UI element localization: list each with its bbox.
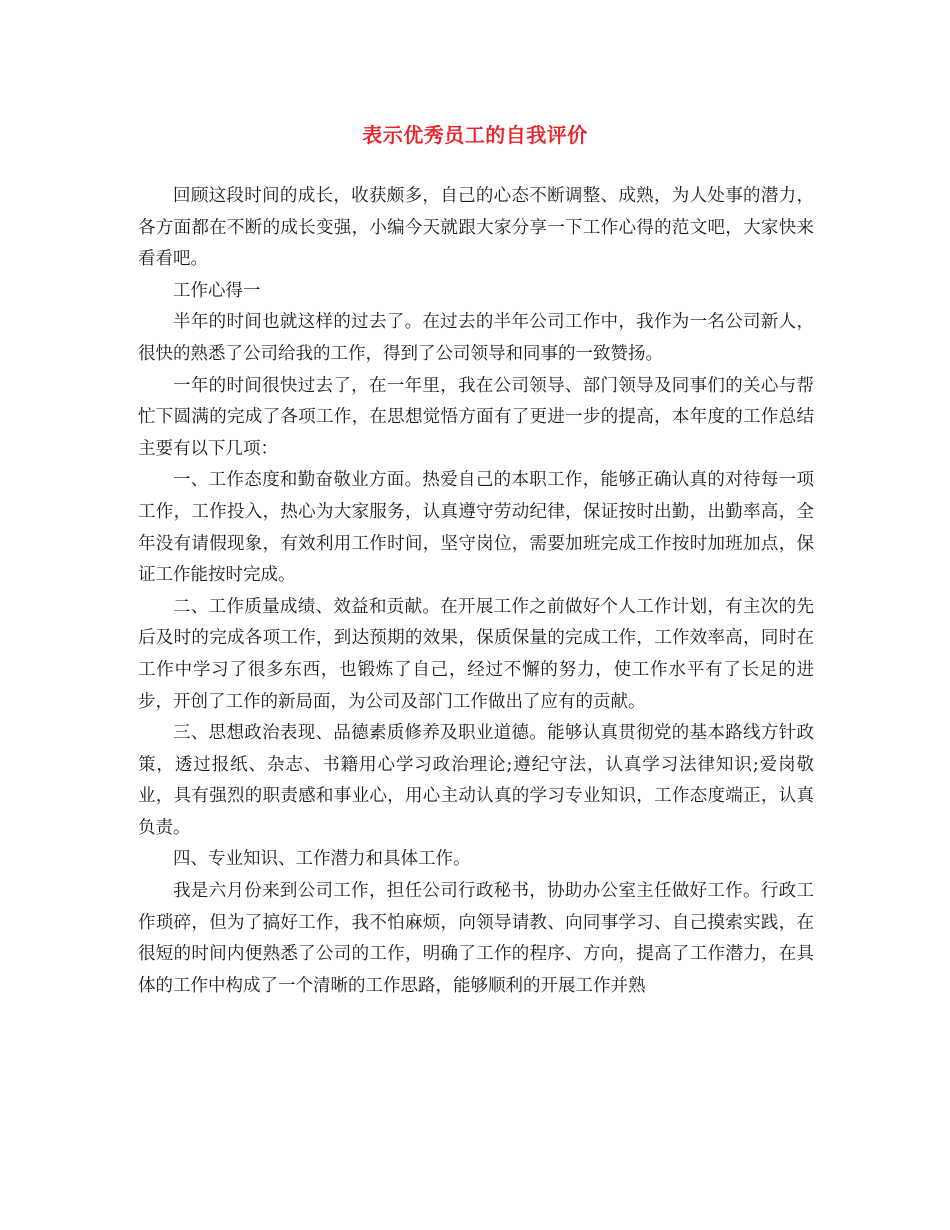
paragraph: 三、思想政治表现、品德素质修养及职业道德。能够认真贯彻党的基本路线方针政策，透过报纸、杂志、书籍用心学习政治理论;遵纪守法，认真学习法律知识;爱岗敬业，具有强烈的职责感和事业心，用心主动认真的学习专业知识，工作态度端正，认真负责。 [138, 723, 814, 838]
document-body [138, 181, 814, 1002]
paragraph: 一、工作态度和勤奋敬业方面。热爱自己的本职工作，能够正确认真的对待每一项工作，工作投入，热心为大家服务，认真遵守劳动纪律，保证按时出勤，出勤率高，全年没有请假现象，有效利用工作时间，坚守岗位，需要加班完成工作按时加班加点，保证工作能按时完成。 [138, 470, 814, 586]
paragraph: 一年的时间很快过去了，在一年里，我在公司领导、部门领导及同事们的关心与帮忙下圆满的完成了各项工作，在思想觉悟方面有了更进一步的提高，本年度的工作总结主要有以下几项： [138, 375, 814, 459]
paragraph: 我是六月份来到公司工作，担任公司行政秘书，协助办公室主任做好工作。行政工作琐碎，但为了搞好工作，我不怕麻烦，向领导请教、向同事学习、自己摸索实践，在很短的时间内便熟悉了公司的工作，明确了工作的程序、方向，提高了工作潜力，在具体的工作中构成了一个清晰的工作思路，能够顺利的开展工作并熟 [138, 881, 814, 996]
paragraph-section-heading: 工作心得一 [173, 280, 261, 301]
document-title: 表示优秀员工的自我评价 [362, 123, 588, 147]
paragraph: 半年的时间也就这样的过去了。在过去的半年公司工作中，我作为一名公司新人，很快的熟悉了公司给我的工作，得到了公司领导和同事的一致赞扬。 [138, 312, 814, 364]
paragraph-subheading: 四、专业知识、工作潜力和具体工作。 [173, 849, 471, 870]
paragraph-intro: 回顾这段时间的成长，收获颇多，自己的心态不断调整、成熟，为人处事的潜力，各方面都在不断的成长变强，小编今天就跟大家分享一下工作心得的范文吧，大家快来看看吧。 [138, 186, 814, 270]
paragraph: 二、工作质量成绩、效益和贡献。在开展工作之前做好个人工作计划，有主次的先后及时的完成各项工作，到达预期的效果，保质保量的完成工作，工作效率高，同时在工作中学习了很多东西，也锻炼了自己，经过不懈的努力，使工作水平有了长足的进步，开创了工作的新局面，为公司及部门工作做出了应有的贡献。 [138, 596, 814, 712]
